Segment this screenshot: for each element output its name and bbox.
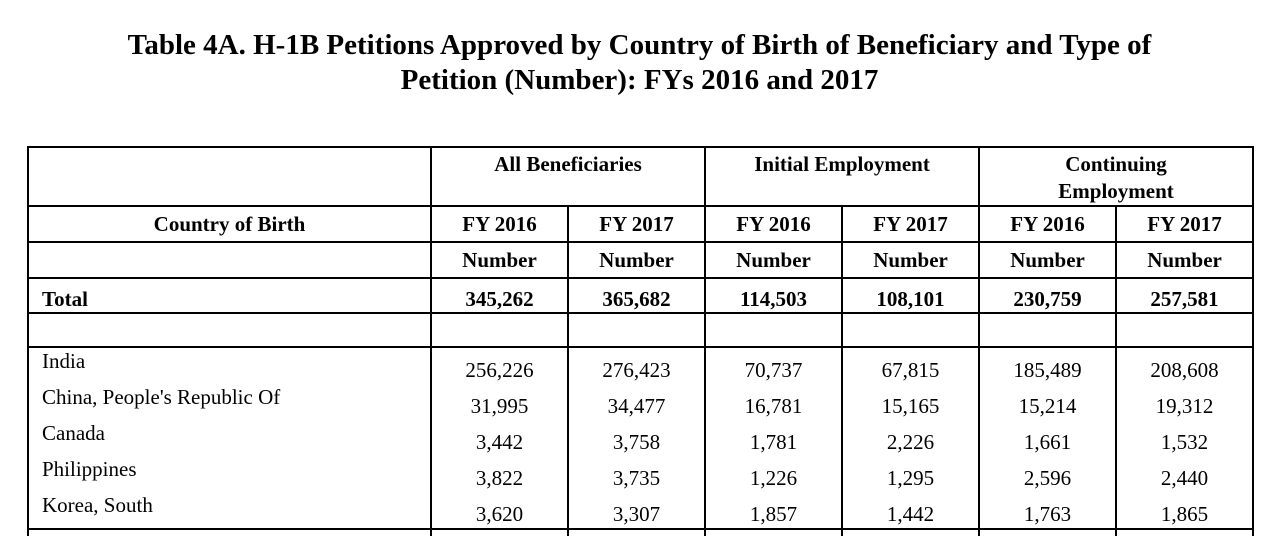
title-line-2: Petition (Number): FYs 2016 and 2017 — [400, 64, 879, 96]
total-cell: 114,503 — [705, 278, 842, 313]
year-header: FY 2016 — [979, 206, 1116, 242]
table-cell: 208,608 — [1116, 347, 1253, 384]
spacer-cell — [1116, 313, 1253, 347]
total-label: Total — [28, 278, 431, 313]
table-cell: 1,295 — [842, 456, 979, 492]
table-cell: 256,226 — [431, 347, 568, 384]
table-row — [28, 347, 1253, 384]
cut-cell — [431, 529, 568, 536]
year-header: FY 2017 — [1116, 206, 1253, 242]
total-row — [28, 278, 1253, 313]
total-cell: 345,262 — [431, 278, 568, 313]
country-name: Korea, South — [28, 492, 431, 529]
cut-cell — [28, 529, 431, 536]
table-cell: 3,758 — [568, 420, 705, 456]
table-cell: 1,763 — [979, 492, 1116, 529]
year-header-row — [28, 206, 1253, 242]
cut-cell — [705, 529, 842, 536]
group-continuing-line-2: Employment — [1058, 179, 1174, 203]
year-header: FY 2016 — [431, 206, 568, 242]
table-cell: 276,423 — [568, 347, 705, 384]
total-cell: 257,581 — [1116, 278, 1253, 313]
table-cell: 185,489 — [979, 347, 1116, 384]
table-cell: 1,226 — [705, 456, 842, 492]
table-row — [28, 492, 1253, 529]
table-cell: 15,214 — [979, 384, 1116, 420]
table-cell: 3,822 — [431, 456, 568, 492]
country-of-birth-header: Country of Birth — [28, 206, 431, 242]
year-header: FY 2017 — [568, 206, 705, 242]
year-header: FY 2017 — [842, 206, 979, 242]
total-cell: 230,759 — [979, 278, 1116, 313]
cut-cell — [979, 529, 1116, 536]
table-cell: 15,165 — [842, 384, 979, 420]
table-cell: 34,477 — [568, 384, 705, 420]
table-cell: 67,815 — [842, 347, 979, 384]
year-header: FY 2016 — [705, 206, 842, 242]
h1b-table — [27, 146, 1254, 536]
unit-header: Number — [842, 242, 979, 278]
table-cell: 1,781 — [705, 420, 842, 456]
table-row — [28, 384, 1253, 420]
table-cell: 2,226 — [842, 420, 979, 456]
country-name: Canada — [28, 420, 431, 456]
group-continuing-employment — [979, 147, 1253, 206]
spacer-cell — [28, 313, 431, 347]
group-header-row — [28, 147, 1253, 206]
table-cell: 1,661 — [979, 420, 1116, 456]
group-initial-employment: Initial Employment — [705, 147, 979, 206]
table-cell: 2,440 — [1116, 456, 1253, 492]
table-cell: 31,995 — [431, 384, 568, 420]
group-all-beneficiaries: All Beneficiaries — [431, 147, 705, 206]
unit-header: Number — [705, 242, 842, 278]
unit-header: Number — [1116, 242, 1253, 278]
table-cell: 3,735 — [568, 456, 705, 492]
spacer-cell — [705, 313, 842, 347]
country-name: China, People's Republic Of — [28, 384, 431, 420]
total-cell: 365,682 — [568, 278, 705, 313]
title-line-1: Table 4A. H-1B Petitions Approved by Country of Birth of Beneficiary and Type of — [127, 29, 1152, 61]
table-cell: 70,737 — [705, 347, 842, 384]
country-name: India — [28, 347, 431, 384]
table-cell: 3,307 — [568, 492, 705, 529]
table-cell: 1,532 — [1116, 420, 1253, 456]
unit-header: Number — [431, 242, 568, 278]
group-continuing-line-1: Continuing — [1065, 152, 1167, 176]
table-title — [0, 28, 1279, 98]
unit-header: Number — [568, 242, 705, 278]
table-cell: 1,442 — [842, 492, 979, 529]
spacer-cell — [568, 313, 705, 347]
unit-header-row — [28, 242, 1253, 278]
cut-cell — [842, 529, 979, 536]
spacer-cell — [842, 313, 979, 347]
table-row — [28, 420, 1253, 456]
table-row-cut — [28, 529, 1253, 536]
unit-header: Number — [979, 242, 1116, 278]
table-cell: 3,620 — [431, 492, 568, 529]
table-cell: 2,596 — [979, 456, 1116, 492]
cut-cell — [568, 529, 705, 536]
table-cell: 19,312 — [1116, 384, 1253, 420]
table-cell: 1,865 — [1116, 492, 1253, 529]
table-cell: 1,857 — [705, 492, 842, 529]
unit-blank-cell — [28, 242, 431, 278]
country-name: Philippines — [28, 456, 431, 492]
total-cell: 108,101 — [842, 278, 979, 313]
table-row — [28, 456, 1253, 492]
cut-cell — [1116, 529, 1253, 536]
table-cell: 3,442 — [431, 420, 568, 456]
spacer-cell — [431, 313, 568, 347]
header-blank-cell — [28, 147, 431, 206]
spacer-row — [28, 313, 1253, 347]
spacer-cell — [979, 313, 1116, 347]
table-cell: 16,781 — [705, 384, 842, 420]
